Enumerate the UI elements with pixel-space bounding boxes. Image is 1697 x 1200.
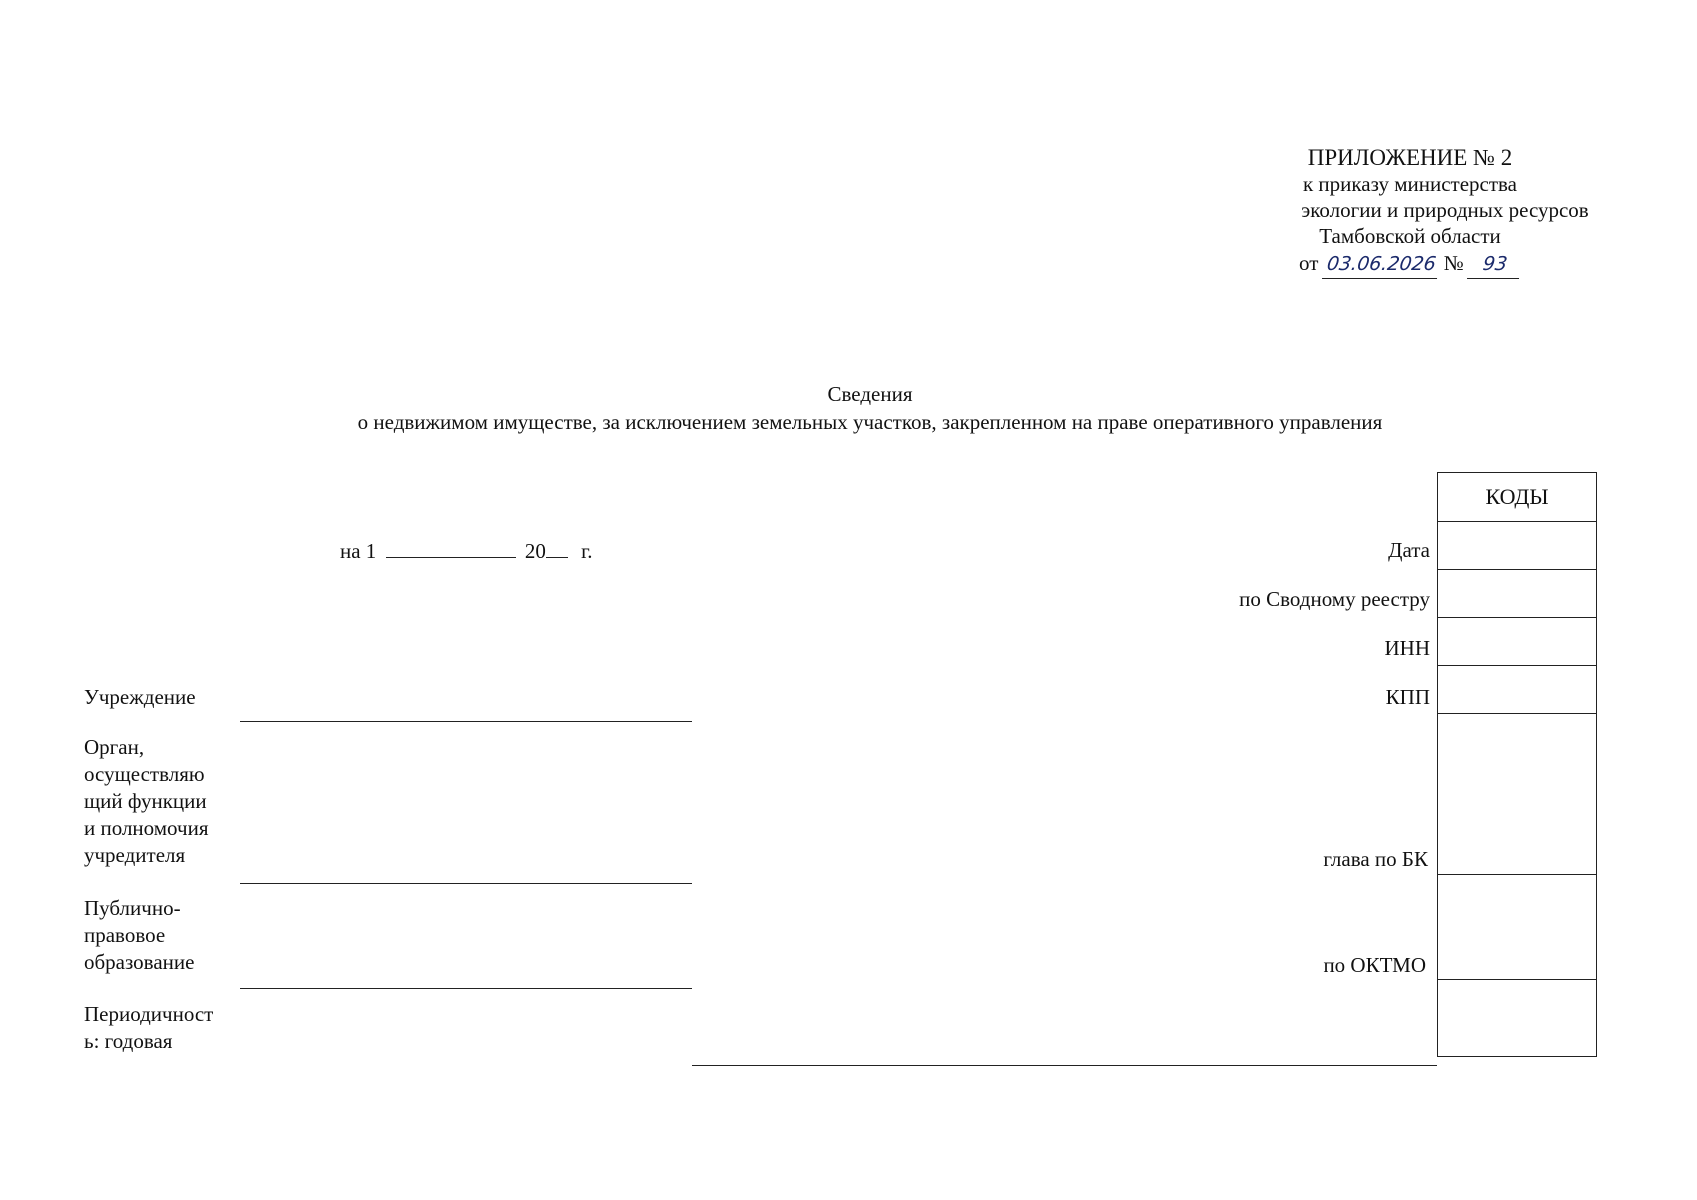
code-cell-inn[interactable]: [1438, 618, 1597, 666]
institution-field-line[interactable]: [240, 721, 692, 722]
label-inn: ИНН: [1384, 636, 1430, 660]
label-public-entity-line-2: правовое: [84, 923, 166, 947]
periodicity-bottom-line: [692, 1065, 1437, 1066]
label-oktmo: по ОКТМО: [1323, 953, 1426, 977]
label-bk: глава по БК: [1323, 847, 1428, 871]
label-public-entity-line-3: образование: [84, 950, 195, 974]
appendix-header: [1200, 145, 1620, 279]
appendix-order-date-line: [1200, 249, 1620, 279]
label-public-entity-line-1: Публично-: [84, 896, 181, 920]
label-founder-line-1: Орган,: [84, 735, 145, 759]
code-cell-kpp[interactable]: [1438, 666, 1597, 714]
label-founder-line-4: и полномочия: [84, 816, 209, 840]
report-date-suffix: г.: [581, 539, 593, 563]
label-founder-line-2: осуществляю: [84, 762, 205, 786]
code-cell-periodicity[interactable]: [1438, 980, 1597, 1057]
document-title: [0, 380, 1697, 436]
label-institution: Учреждение: [84, 685, 196, 709]
label-public-entity-block: [84, 895, 194, 976]
appendix-line-2: экологии и природных ресурсов: [1301, 198, 1589, 222]
label-periodicity-block: [84, 1001, 213, 1055]
number-label: №: [1443, 251, 1464, 275]
label-founder-block: [84, 734, 208, 869]
report-year-prefix: 20: [524, 539, 546, 563]
title-line-2: о недвижимом имуществе, за исключением земельных участков, закрепленном на праве оперативного управления: [357, 410, 1383, 434]
label-founder-line-3: щий функции: [84, 789, 207, 813]
label-date: Дата: [1388, 538, 1430, 562]
code-cell-oktmo[interactable]: [1438, 875, 1597, 980]
label-registry: по Сводному реестру: [1239, 587, 1430, 611]
title-line-1: Сведения: [827, 382, 913, 406]
label-periodicity-line-1: Периодичност: [84, 1002, 214, 1026]
label-periodicity-line-2: ь: годовая: [84, 1029, 173, 1053]
date-prefix: от: [1299, 251, 1319, 275]
founder-field-line[interactable]: [240, 883, 692, 884]
public-entity-field-line[interactable]: [240, 988, 692, 989]
report-date-blank[interactable]: [386, 537, 516, 558]
appendix-title: ПРИЛОЖЕНИЕ № 2: [1307, 145, 1513, 170]
code-cell-registry[interactable]: [1438, 570, 1597, 618]
handwritten-order-number: 93: [1467, 250, 1523, 279]
label-founder-line-5: учредителя: [84, 843, 186, 867]
codes-table: [1437, 472, 1597, 1057]
code-cell-date[interactable]: [1438, 522, 1597, 570]
handwritten-order-date: 03.06.2026: [1322, 250, 1441, 279]
codes-header: КОДЫ: [1438, 473, 1597, 522]
report-year-blank[interactable]: [546, 537, 568, 558]
report-date-row: [340, 537, 593, 565]
label-kpp: КПП: [1385, 685, 1430, 709]
appendix-line-1: к приказу министерства: [1302, 172, 1518, 196]
code-cell-bk[interactable]: [1438, 714, 1597, 875]
appendix-line-3: Тамбовской области: [1319, 224, 1501, 248]
report-date-prefix: на 1: [340, 539, 377, 563]
